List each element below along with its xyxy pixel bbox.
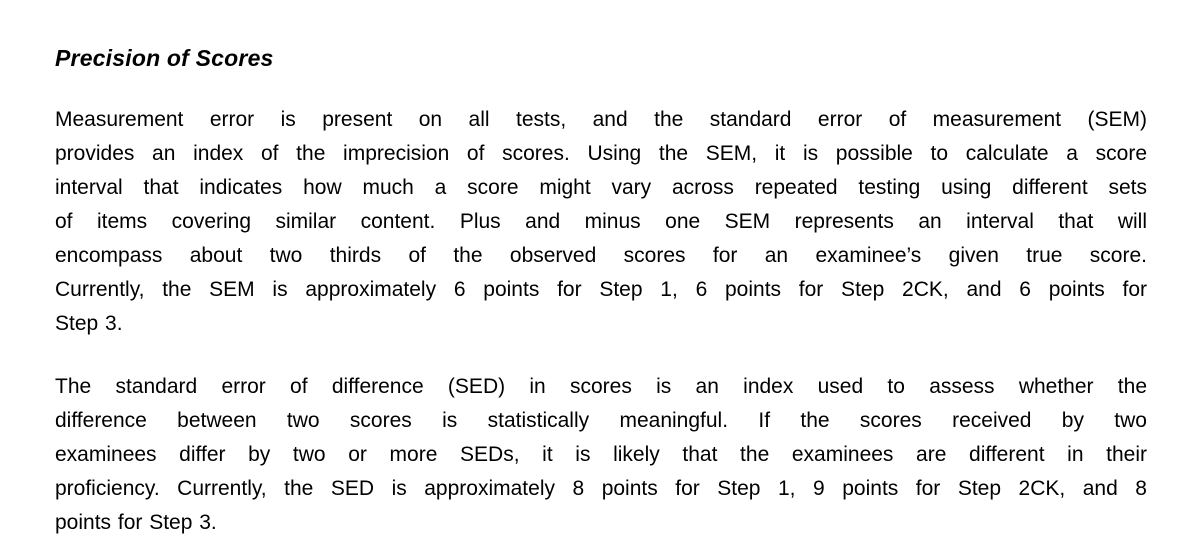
section-heading: Precision of Scores — [55, 45, 274, 71]
text-line: Measurement error is present on all tests, and the standard error of measurement (SEM) — [55, 108, 1147, 131]
paragraph-sem — [55, 103, 1147, 341]
text-line: Step 3. — [55, 312, 123, 335]
text-line: of items covering similar content. Plus and minus one SEM represents an interval that will — [55, 210, 1147, 233]
text-line: Currently, the SEM is approximately 6 points for Step 1, 6 points for Step 2CK, and 6 points for — [55, 278, 1147, 301]
text-line: proficiency. Currently, the SED is approximately 8 points for Step 1, 9 points for Step 2CK, and 8 — [55, 477, 1147, 500]
text-line: encompass about two thirds of the observed scores for an examinee’s given true score. — [55, 244, 1147, 267]
text-line: The standard error of difference (SED) in scores is an index used to assess whether the — [55, 375, 1147, 398]
text-line: provides an index of the imprecision of scores. Using the SEM, it is possible to calculate a score — [55, 142, 1147, 165]
text-line: difference between two scores is statistically meaningful. If the scores received by two — [55, 409, 1147, 432]
text-line: points for Step 3. — [55, 511, 217, 534]
text-line: examinees differ by two or more SEDs, it is likely that the examinees are different in their — [55, 443, 1147, 466]
paragraph-sed — [55, 370, 1147, 540]
text-line: interval that indicates how much a score might vary across repeated testing using different sets — [55, 176, 1147, 199]
